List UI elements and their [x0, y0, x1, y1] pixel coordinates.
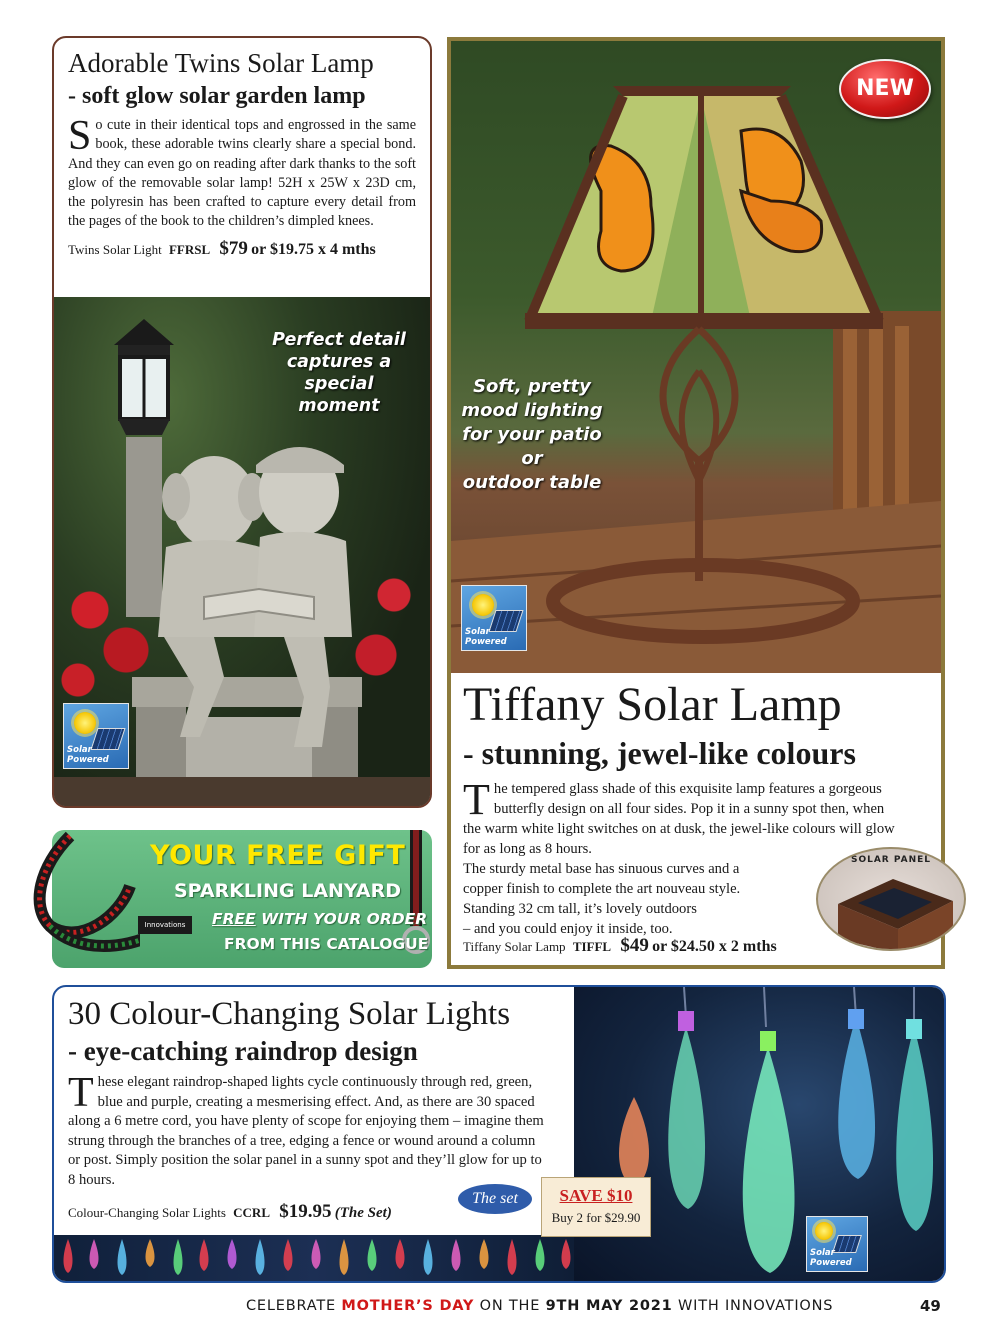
- free-gift-item: SPARKLING LANYARD: [174, 880, 401, 902]
- solar-label-line1: Solar: [810, 1248, 835, 1258]
- tiffany-photo-caption: [453, 375, 611, 495]
- twins-solar-powered-badge: [63, 703, 129, 769]
- sun-icon: [472, 594, 494, 616]
- lights-solar-powered-badge: [806, 1216, 868, 1272]
- sun-icon: [815, 1222, 833, 1240]
- the-set-badge: The set: [458, 1184, 532, 1214]
- tiffany-price-line: [463, 935, 777, 957]
- lights-price-note: (The Set): [334, 1204, 392, 1221]
- footer-mid: ON THE: [474, 1298, 546, 1314]
- tiffany-description: [463, 775, 903, 859]
- free-gift-banner: [52, 830, 432, 968]
- twins-title: Adorable Twins Solar Lamp: [68, 48, 374, 78]
- save-offer-box: [541, 1177, 651, 1237]
- tiffany-body2-line3: Standing 32 cm tall, it’s lovely outdoors: [463, 901, 697, 917]
- tiffany-product-code: TIFFL: [572, 939, 612, 954]
- twins-product-name: Twins Solar Light: [68, 241, 162, 257]
- lanyard-tag: Innovations: [138, 916, 192, 934]
- lights-product-name: Colour-Changing Solar Lights: [68, 1204, 226, 1220]
- tiffany-body2-line4: – and you could enjoy it inside, too.: [463, 921, 673, 937]
- lights-description: [68, 1070, 544, 1191]
- solar-label-line1: Solar: [465, 627, 490, 637]
- tiffany-caption-line4: outdoor table: [462, 472, 602, 493]
- twins-text-block: [54, 38, 430, 295]
- twins-instalment: or $19.75 x 4 mths: [251, 240, 376, 258]
- twins-subtitle: - soft glow solar garden lamp: [68, 83, 366, 109]
- tiffany-solar-lamp-panel: [447, 37, 945, 969]
- tiffany-subtitle: - stunning, jewel-like colours: [463, 735, 856, 771]
- save-offer-detail: Buy 2 for $29.90: [551, 1210, 641, 1225]
- free-gift-condition: [212, 910, 427, 928]
- solar-powered-label: [465, 628, 507, 647]
- twins-solar-lamp-panel: [52, 36, 432, 808]
- footer-post: WITH INNOVATIONS: [672, 1298, 834, 1314]
- free-gift-source: FROM THIS CATALOGUE: [224, 935, 429, 953]
- lights-dropcap: T: [68, 1070, 94, 1116]
- tiffany-caption-line2: mood lighting: [461, 400, 603, 421]
- solar-label-line2: Powered: [810, 1257, 852, 1268]
- tiffany-body2-line1: The sturdy metal base has sinuous curves and a: [463, 861, 740, 877]
- lights-product-code: CCRL: [233, 1204, 270, 1220]
- twins-price-line: [68, 238, 416, 260]
- sun-icon: [74, 712, 96, 734]
- solar-powered-label: [810, 1249, 852, 1268]
- solar-label-line1: Solar: [67, 745, 92, 755]
- lanyard-illustration: [20, 826, 140, 976]
- lights-price: $19.95: [279, 1200, 332, 1222]
- page-number: 49: [920, 1297, 941, 1315]
- tiffany-dropcap: T: [463, 775, 490, 824]
- lights-body-text: hese elegant raindrop-shaped lights cycle continuously through red, green, blue and purple, creating a mesmerising effect. And, as there are 30 spaced along a 6 metre cord, you have plenty of scope for enjoying them – imagine them strung through the branches of a tree, edging a fence or wound around a column or post. Simply position the solar panel in a sunny spot and they’ll glow for up to 8 hours.: [68, 1074, 544, 1188]
- tiffany-price: $49: [620, 935, 649, 956]
- twins-product-code: FFRSL: [168, 241, 211, 257]
- raindrop-lights-strip: [54, 1235, 574, 1283]
- raindrop-lights-illustration: [574, 987, 946, 1283]
- tiffany-body2-line2: copper finish to complete the art nouveau style.: [463, 881, 741, 897]
- twins-caption-line1: Perfect detail: [272, 330, 406, 350]
- twins-body-text: o cute in their identical tops and engrossed in the same book, these adorable twins clearly share a special bond. And they can even go on reading after dark thanks to the soft glow of the removable solar lamp! 52H x 25W x 23D cm, the polyresin has been crafted to capture every detail from the pages of the book to the children’s dimpled knees.: [68, 117, 416, 230]
- twins-description: [68, 113, 416, 232]
- twins-photo-caption: [264, 329, 414, 417]
- tiffany-title: Tiffany Solar Lamp: [463, 678, 842, 731]
- tiffany-body-text: he tempered glass shade of this exquisite lamp features a gorgeous butterfly design on all four sides. Pop it in a sunny spot then, when the warm white light switches on at dusk, the jewel-like colours will glow for as long as 8 hours.: [463, 781, 895, 857]
- save-amount: SAVE $10: [559, 1186, 633, 1205]
- solar-label-line2: Powered: [67, 754, 109, 765]
- tiffany-lamp-illustration: [451, 41, 941, 673]
- tiffany-caption-line1: Soft, pretty: [473, 376, 591, 397]
- tiffany-instalment: or $24.50 x 2 mths: [652, 938, 777, 955]
- twins-caption-line3: special moment: [298, 374, 380, 416]
- tiffany-product-name: Tiffany Solar Lamp: [463, 939, 566, 954]
- solar-panel-detail-badge: [816, 847, 966, 951]
- twins-caption-line2: captures a: [286, 352, 392, 372]
- solar-label-line2: Powered: [465, 636, 507, 647]
- footer-date: 9TH MAY 2021: [545, 1298, 673, 1314]
- tiffany-caption-line3: for your patio or: [462, 424, 602, 469]
- footer-pre: CELEBRATE: [246, 1298, 342, 1314]
- raindrop-strip-illustration: [54, 1235, 574, 1283]
- tiffany-product-photo: [451, 41, 941, 673]
- solar-panel-closeup: [818, 849, 966, 951]
- twins-price: $79: [219, 237, 248, 259]
- tiffany-solar-powered-badge: [461, 585, 527, 651]
- free-word: FREE: [212, 910, 256, 928]
- free-gift-condition-rest: WITH YOUR ORDER: [255, 910, 428, 928]
- lights-title: 30 Colour-Changing Solar Lights: [68, 996, 511, 1032]
- new-badge: NEW: [839, 59, 931, 119]
- lights-subtitle: - eye-catching raindrop design: [68, 1036, 418, 1066]
- free-gift-headline: YOUR FREE GIFT: [150, 840, 406, 871]
- solar-panel-label: SOLAR PANEL: [850, 855, 932, 865]
- footer-mothers-day: MOTHER’S DAY: [341, 1298, 475, 1314]
- page-footer: [246, 1298, 833, 1314]
- solar-powered-label: [67, 746, 109, 765]
- twins-dropcap: S: [68, 113, 92, 159]
